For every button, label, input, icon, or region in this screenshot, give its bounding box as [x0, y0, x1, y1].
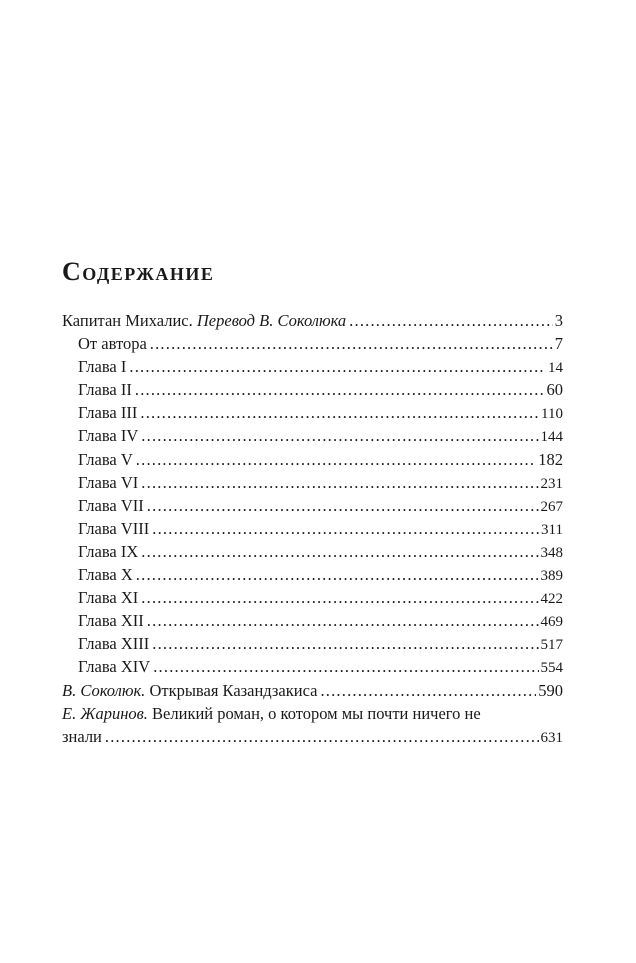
- toc-leader-dots: [141, 540, 538, 563]
- toc-leader-dots: [136, 563, 539, 586]
- toc-entry-title: Глава IV: [78, 426, 139, 446]
- toc-entry-chapter-10[interactable]: [62, 563, 563, 586]
- toc-page-number: 231: [540, 475, 563, 492]
- toc-page-number: 267: [540, 498, 563, 515]
- toc-leader-dots: [141, 586, 538, 609]
- toc-entry-title: Глава XII: [78, 611, 144, 631]
- toc-leader-dots: [153, 655, 538, 678]
- toc-page-number: 311: [541, 521, 563, 538]
- toc-entry-title: Глава XIV: [78, 657, 151, 677]
- toc-entry-author: Е. Жаринов.: [62, 703, 148, 723]
- toc-leader-dots: [141, 424, 538, 447]
- toc-entry-label: [62, 309, 346, 332]
- toc-entry-author: В. Соколюк.: [62, 680, 146, 700]
- toc-leader-dots: [152, 517, 539, 540]
- table-of-contents: [62, 309, 563, 748]
- toc-page-number: 517: [540, 637, 563, 654]
- toc-entry-chapter-1[interactable]: [62, 355, 563, 378]
- toc-leader-dots: [141, 471, 538, 494]
- toc-entry-label: [62, 702, 563, 725]
- toc-page-number: 110: [541, 406, 563, 423]
- toc-entry-title: Капитан Михалис.: [62, 311, 193, 330]
- toc-page-number: 554: [540, 660, 563, 677]
- toc-entry-chapter-9[interactable]: [62, 540, 563, 563]
- page-title: Содержание: [62, 257, 215, 286]
- toc-entry-chapter-5[interactable]: [62, 448, 563, 471]
- toc-leader-dots: [152, 632, 538, 655]
- toc-page-number: 631: [540, 729, 563, 746]
- toc-entry-title: Великий роман, о котором мы почти ничего не: [152, 703, 481, 723]
- toc-leader-dots: [105, 725, 539, 748]
- toc-entry-title: Глава III: [78, 403, 138, 423]
- toc-entry-title: Глава XIII: [78, 634, 150, 654]
- toc-entry-title: Глава I: [78, 357, 127, 377]
- toc-entry-title: Глава V: [78, 449, 133, 469]
- toc-entry-title-continued: знали: [62, 726, 102, 746]
- toc-entry-chapter-11[interactable]: [62, 586, 563, 609]
- toc-entry-chapter-6[interactable]: [62, 471, 563, 494]
- toc-leader-dots: [147, 494, 539, 517]
- toc-page-number: 469: [540, 614, 563, 631]
- toc-entry-title: Глава IX: [78, 541, 139, 561]
- toc-entry-chapter-7[interactable]: [62, 494, 563, 517]
- toc-entry-continuation: [62, 725, 563, 748]
- toc-page-number: 348: [540, 544, 563, 561]
- toc-entry-title: От автора: [78, 334, 147, 354]
- toc-leader-dots: [135, 378, 545, 401]
- toc-page-number: 144: [540, 429, 563, 446]
- toc-entry-title: Открывая Казандзакиса: [149, 680, 318, 700]
- toc-page-number: 590: [538, 680, 563, 700]
- toc-entry-title: Глава VI: [78, 472, 139, 492]
- toc-entry-title: Глава VIII: [78, 518, 150, 538]
- toc-entry-title: Глава II: [78, 380, 132, 400]
- toc-entry-title: Глава XI: [78, 588, 139, 608]
- toc-entry-translator-note: Перевод В. Соколюка: [196, 311, 347, 330]
- toc-leader-dots: [136, 448, 536, 471]
- toc-page-number: 14: [548, 360, 563, 377]
- toc-entry-label: [62, 679, 317, 702]
- toc-page-number: 422: [540, 591, 563, 608]
- toc-entry-chapter-3[interactable]: [62, 401, 563, 424]
- toc-leader-dots: [140, 401, 539, 424]
- toc-entry-chapter-14[interactable]: [62, 655, 563, 678]
- toc-entry-chapter-4[interactable]: [62, 424, 563, 447]
- toc-page-number: 3: [554, 311, 563, 330]
- toc-entry-velikiy-roman[interactable]: [62, 702, 563, 748]
- toc-leader-dots: [150, 332, 553, 355]
- toc-leader-dots: [320, 679, 536, 702]
- toc-page-number: 7: [554, 334, 563, 354]
- toc-leader-dots: [349, 309, 553, 332]
- toc-entry-chapter-2[interactable]: [62, 378, 563, 401]
- toc-entry-chapter-8[interactable]: [62, 517, 563, 540]
- toc-entry-title: Глава VII: [78, 495, 144, 515]
- toc-entry-title: Глава X: [78, 565, 133, 585]
- toc-entry-otkryvaya-kazandzakisa[interactable]: [62, 679, 563, 702]
- toc-entry-ot-avtora[interactable]: [62, 332, 563, 355]
- toc-leader-dots: [129, 355, 546, 378]
- toc-entry-chapter-13[interactable]: [62, 632, 563, 655]
- toc-leader-dots: [147, 609, 539, 632]
- toc-page-number: 60: [546, 380, 563, 400]
- toc-entry-chapter-12[interactable]: [62, 609, 563, 632]
- toc-entry-kapitan-mihalis[interactable]: [62, 309, 563, 332]
- toc-page-number: 182: [538, 449, 563, 469]
- toc-page-number: 389: [540, 568, 563, 585]
